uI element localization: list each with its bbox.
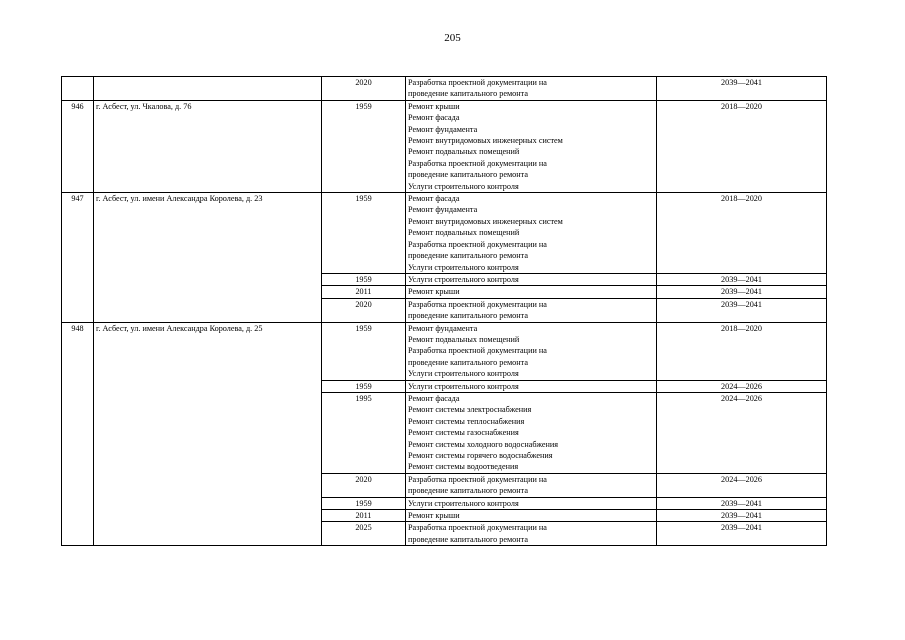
work-item: Ремонт фасада (408, 113, 460, 123)
address-cell: г. Асбест, ул. Чкалова, д. 76 (94, 100, 322, 192)
work-item: Ремонт системы теплоснабжения (408, 416, 525, 426)
work-item: Услуги строительного контроля (408, 381, 519, 391)
table-row (62, 193, 827, 274)
period-cell: 2039—2041 (657, 522, 827, 546)
works-cell (406, 77, 657, 101)
works-cell (406, 286, 657, 298)
table-body (62, 77, 827, 546)
works-cell (406, 473, 657, 497)
work-item: Услуги строительного контроля (408, 181, 519, 191)
work-item: Разработка проектной документации на (408, 474, 547, 484)
work-item: Ремонт крыши (408, 101, 460, 111)
year-cell: 2025 (322, 522, 406, 546)
work-item: проведение капитального ремонта (408, 89, 528, 99)
works-cell (406, 510, 657, 522)
work-item: Ремонт внутридомовых инженерных систем (408, 216, 563, 226)
period-cell: 2039—2041 (657, 510, 827, 522)
house-number-cell: 947 (62, 193, 94, 322)
work-item: Разработка проектной документации на (408, 346, 547, 356)
work-item: проведение капитального ремонта (408, 251, 528, 261)
house-number-cell (62, 77, 94, 101)
period-cell: 2018—2020 (657, 193, 827, 274)
address-cell (94, 77, 322, 101)
year-cell: 2020 (322, 77, 406, 101)
table-row (62, 77, 827, 101)
period-cell: 2039—2041 (657, 298, 827, 322)
period-cell: 2039—2041 (657, 286, 827, 298)
works-cell (406, 298, 657, 322)
work-item: Ремонт фундамента (408, 124, 478, 134)
work-item: Ремонт системы электроснабжения (408, 405, 532, 415)
year-cell: 1959 (322, 497, 406, 509)
works-cell (406, 522, 657, 546)
period-cell: 2018—2020 (657, 322, 827, 380)
work-item: Ремонт фасада (408, 393, 460, 403)
work-item: Разработка проектной документации на (408, 523, 547, 533)
work-item: Ремонт системы газоснабжения (408, 428, 519, 438)
work-item: Услуги строительного контроля (408, 498, 519, 508)
period-cell: 2024—2026 (657, 473, 827, 497)
work-item: Разработка проектной документации на (408, 239, 547, 249)
work-item: Ремонт крыши (408, 287, 460, 297)
work-item: Ремонт подвальных помещений (408, 147, 520, 157)
work-item: Ремонт фундамента (408, 323, 478, 333)
works-cell (406, 193, 657, 274)
work-item: проведение капитального ремонта (408, 534, 528, 544)
year-cell: 1959 (322, 100, 406, 192)
works-cell (406, 273, 657, 285)
work-item: проведение капитального ремонта (408, 357, 528, 367)
year-cell: 2011 (322, 286, 406, 298)
work-item: Ремонт фасада (408, 194, 460, 204)
year-cell: 1959 (322, 380, 406, 392)
work-item: Ремонт подвальных помещений (408, 334, 520, 344)
period-cell: 2024—2026 (657, 380, 827, 392)
page-number: 205 (444, 32, 461, 44)
work-item: Услуги строительного контроля (408, 369, 519, 379)
work-item: Ремонт фундамента (408, 205, 478, 215)
address-cell: г. Асбест, ул. имени Александра Королева, д. 25 (94, 322, 322, 546)
work-item: проведение капитального ремонта (408, 311, 528, 321)
period-cell: 2039—2041 (657, 497, 827, 509)
work-item: Разработка проектной документации на (408, 158, 547, 168)
year-cell: 2011 (322, 510, 406, 522)
year-cell: 1959 (322, 273, 406, 285)
work-item: Ремонт системы холодного водоснабжения (408, 439, 559, 449)
works-cell (406, 322, 657, 380)
work-item: Ремонт системы горячего водоснабжения (408, 451, 553, 460)
year-cell: 1995 (322, 392, 406, 473)
house-number-cell: 948 (62, 322, 94, 546)
work-item: Услуги строительного контроля (408, 274, 519, 284)
work-item: Ремонт крыши (408, 511, 460, 521)
work-item: проведение капитального ремонта (408, 170, 528, 180)
works-cell (406, 392, 657, 473)
work-item: Услуги строительного контроля (408, 262, 519, 272)
work-item: Разработка проектной документации на (408, 78, 547, 87)
year-cell: 1959 (322, 193, 406, 274)
table-row (62, 100, 827, 192)
works-cell (406, 497, 657, 509)
work-item: Ремонт подвальных помещений (408, 228, 520, 238)
address-cell: г. Асбест, ул. имени Александра Королева, д. 23 (94, 193, 322, 322)
period-cell: 2039—2041 (657, 77, 827, 101)
works-cell (406, 100, 657, 192)
work-item: Разработка проектной документации на (408, 299, 547, 309)
table-row (62, 322, 827, 380)
house-number-cell: 946 (62, 100, 94, 192)
year-cell: 2020 (322, 298, 406, 322)
period-cell: 2039—2041 (657, 273, 827, 285)
work-item: Ремонт системы водоотведения (408, 462, 519, 472)
works-cell (406, 380, 657, 392)
work-item: проведение капитального ремонта (408, 486, 528, 496)
year-cell: 1959 (322, 322, 406, 380)
repair-schedule-table (61, 76, 827, 546)
period-cell: 2018—2020 (657, 100, 827, 192)
work-item: Ремонт внутридомовых инженерных систем (408, 136, 563, 146)
period-cell: 2024—2026 (657, 392, 827, 473)
year-cell: 2020 (322, 473, 406, 497)
